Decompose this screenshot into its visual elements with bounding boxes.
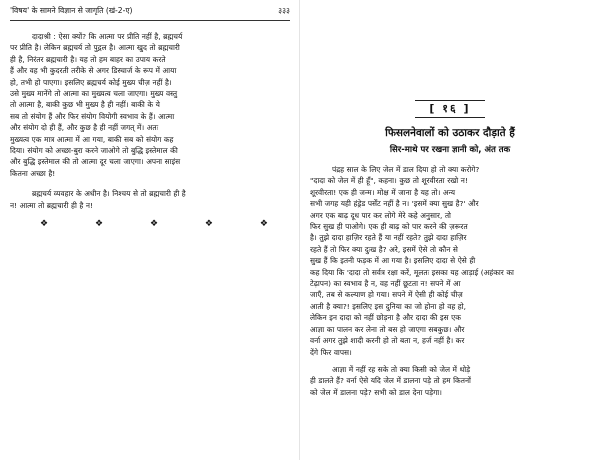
header-rule xyxy=(10,20,290,21)
text-line: हैं और वह भी कुदरती तरीके से अगर डिस्चार्ज के रूप में आया xyxy=(10,66,177,76)
page-number: ३३३ xyxy=(278,6,290,15)
text-line: और संयोग दो ही हैं, और कुछ है ही नहीं जगत् में। अतः xyxy=(10,123,159,133)
chapter-subtitle: सिर-माथे पर रखना ज्ञानी को, अंत तक xyxy=(389,145,511,155)
chapter-number: [ १६ ] xyxy=(415,100,485,118)
chapter-paragraph-2 xyxy=(310,364,590,398)
text-line: हो, तभी हो पाएगा। इसलिए ब्रह्मचर्य कोई मुख्य चीज़ नहीं है। xyxy=(10,77,172,87)
text-line: शूरवीरता! एक ही जन्म। मोक्ष में जाना है यह तो। अन्य xyxy=(310,187,455,197)
text-line: आज्ञा का पालन कर लेना तो बस हो जाएगा सबकुछ। और xyxy=(310,324,465,334)
text-line: जाएँ, तब से कल्याण हो गया। सपने में ऐसी ही कोई चीज़ xyxy=(310,290,463,300)
text-line: तो आत्मा है, बाकी कुछ भी मुख्य है ही नहीं। बाकी के ये xyxy=(10,100,160,110)
text-line: सुख हैं कि इतनी फड़क में आ गया है। इसलिए दादा से ऐसे ही xyxy=(310,256,476,266)
text-line: लेकिन इन दादा को नहीं छोड़ना है और दादा की इस एक xyxy=(310,313,461,323)
text-line: और बुद्धि इस्तेमाल की तो आत्मा दूर चला जाएगा। अपना साइंस xyxy=(10,157,181,167)
text-line: वर्ना अगर तुझे शादी करनी हो तो बता न, हर्ज नहीं है। कर xyxy=(310,336,465,346)
right-page xyxy=(300,0,600,460)
left-running-header xyxy=(10,6,290,16)
text-line: सब तो संयोग हैं और फिर संयोग वियोगी स्वभाव के हैं। आत्मा xyxy=(10,111,175,121)
text-line: आज्ञा में नहीं रह सके तो क्या किसी को जेल में थोड़े xyxy=(332,364,471,374)
chapter-title: फिसलनेवालों को उठाकर दौड़ाते हैं xyxy=(385,127,515,139)
text-line: उसे मुख्य मानेंगे तो आत्मा का मुख्यत्व चला जाएगा। मुख्य वस्तु xyxy=(10,89,178,99)
text-line: ब्रह्मचर्य व्यवहार के अधीन है। निश्चय से तो ब्रह्मचारी ही है xyxy=(32,189,186,199)
text-line: कितना अच्छा है! xyxy=(10,168,56,178)
text-line: आती है क्या?! इसलिए इस दुनिया का जो होना हो वह हो, xyxy=(310,301,466,311)
main-paragraph xyxy=(10,31,290,179)
text-line: देंगे फिर वापस। xyxy=(310,347,352,357)
text-line: को जेल में डालना पड़े? सभी को डाल देना पड़ेगा। xyxy=(310,387,442,397)
text-line: ही है, निरंतर ब्रह्मचारी है। यह तो हम बाहर का उपाय करते xyxy=(10,54,166,64)
text-line: अगर एक बाढ़ दूध पार कर लोगे मेरे कहे अनुसार, तो xyxy=(310,210,451,220)
diamond-ornament-icon: ❖ xyxy=(204,219,213,230)
text-line: सभी जगह यही हंड्रेड पर्सेंट नहीं है न। 'इसमें क्या सुख है?' और xyxy=(310,199,479,209)
diamond-ornament-icon: ❖ xyxy=(40,219,49,230)
text-line: "दादा को जेल में ही हूँ", कहना। कुछ तो शूरवीरता रखो न! xyxy=(310,176,468,186)
running-head-title: 'विषय' के सामने विज्ञान से जागृति (खं-2-ए) xyxy=(10,6,133,15)
diamond-ornament-icon: ❖ xyxy=(149,219,159,230)
text-line: दिया। संयोग को अच्छा-बुरा करने जाओगे तो बुद्धि इस्तेमाल की xyxy=(10,146,178,156)
text-line: है। तुझे दादा हाज़िर रहते हैं या नहीं रहते? तुझे दादा हाज़िर xyxy=(310,233,467,243)
text-line: न! आत्मा तो ब्रह्मचारी ही है न! xyxy=(10,200,93,210)
text-line: पर प्रीति है। लेकिन ब्रह्मचर्य तो पुद्गल है। आत्मा खुद तो ब्रह्मचारी xyxy=(10,43,180,53)
text-line: ही डालते हैं? वर्ना ऐसे यदि जेल में डालना पड़े तो हम कितनों xyxy=(310,376,471,386)
text-line: टेढ़ापन) का स्वभाव है न, वह नहीं छूटता न! सपने में आ xyxy=(310,279,461,289)
text-line: कह दिया कि 'दादा तो सर्वत्र रक्षा करें, मूलतः इसका यह आड़ाई (अहंकार का xyxy=(310,267,514,277)
closing-paragraph xyxy=(10,188,290,211)
diamond-ornament-icon: ❖ xyxy=(94,219,104,230)
diamond-ornament-icon: ❖ xyxy=(259,219,268,230)
text-line: रहते हैं तो फिर क्या दुःख है? अरे, इसमें ऐसे तो कौन से xyxy=(310,244,458,254)
chapter-paragraph-1 xyxy=(310,164,590,358)
ornament-row xyxy=(10,219,290,229)
text-line: मुख्यत्व एक मात्र आत्मा में आ गया, बाकी सब को संयोग कह xyxy=(10,134,174,144)
text-line: फिर सुख ही पाओगे। एक ही बाढ़ को पार करने की ज़रूरत xyxy=(310,222,468,232)
text-line: दादाश्री : ऐसा क्यों? कि आत्मा पर प्रीति नहीं है, ब्रह्मचर्य xyxy=(32,32,183,41)
text-line: पंद्रह साल के लिए जेल में डाल दिया हो तो क्या करोगे? xyxy=(332,165,480,174)
